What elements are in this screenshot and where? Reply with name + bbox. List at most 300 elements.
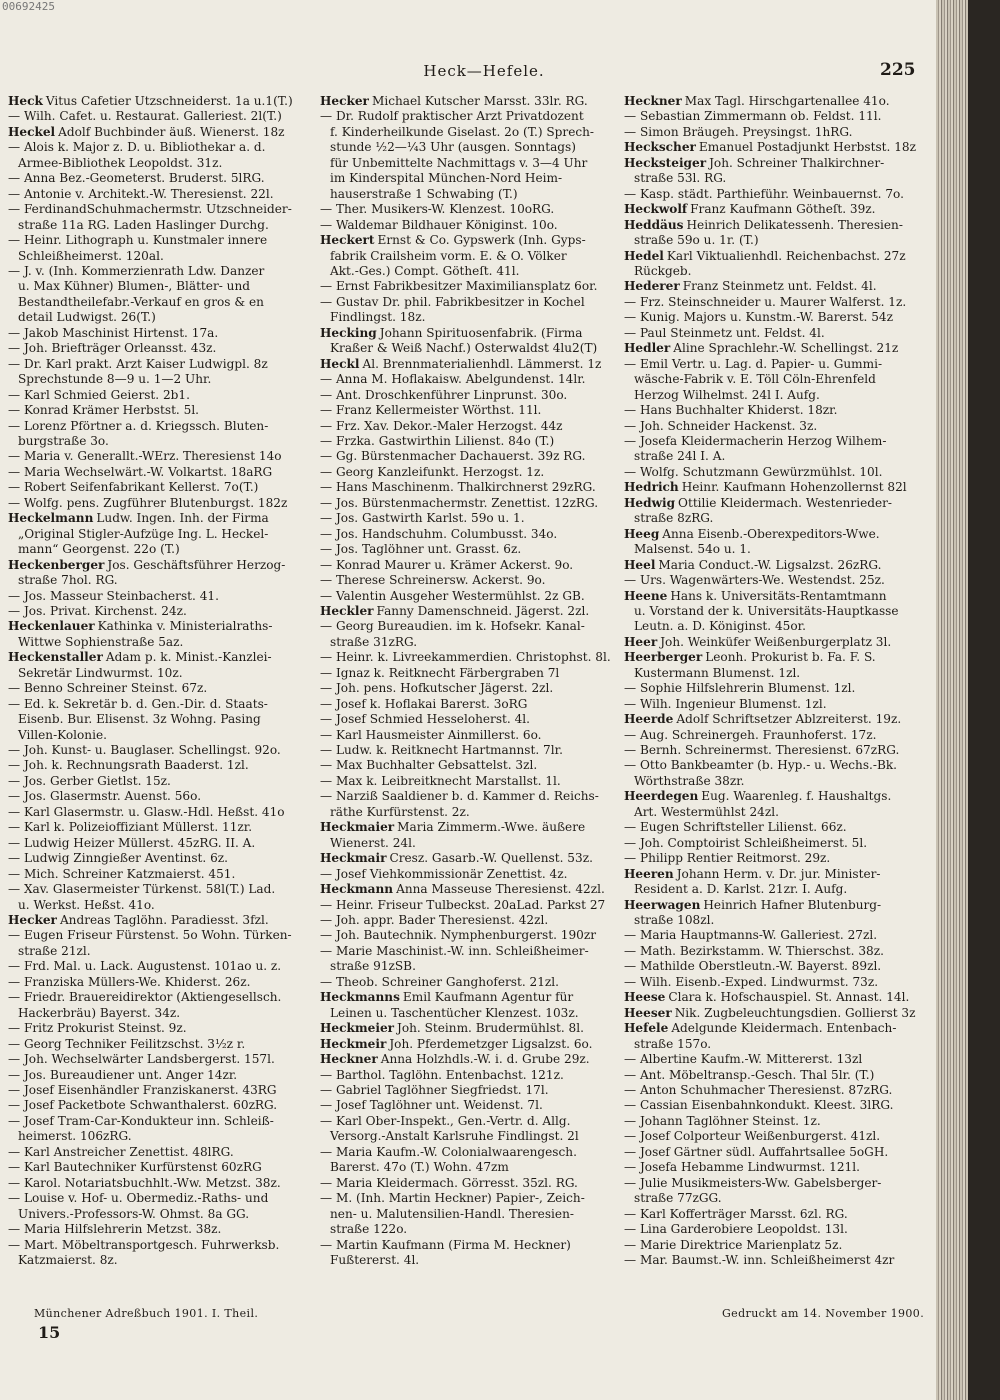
entry-text: straße 7hol. RG. bbox=[18, 573, 118, 588]
entry-heading-line bbox=[624, 1021, 928, 1036]
entry-text: straße 59o u. 1r. (T.) bbox=[634, 233, 759, 248]
entry-text: — Jos. Handschuhm. Columbusst. 34o. bbox=[320, 526, 558, 541]
entry-line bbox=[320, 728, 624, 743]
entry-text: Ottilie Kleidermach. Westenrieder- bbox=[678, 495, 893, 510]
entry-text: — Urs. Wagenwärters-We. Westendst. 25z. bbox=[624, 573, 885, 588]
column-1 bbox=[8, 94, 312, 1300]
entry-line bbox=[320, 789, 624, 804]
entry-text: hauserstraße 1 Schwabing (T.) bbox=[330, 186, 518, 201]
entry-heading-line bbox=[624, 558, 928, 573]
entry-text: Michael Kutscher Marsst. 33lr. RG. bbox=[371, 94, 588, 108]
entry-text: Adolf Buchbinder äuß. Wienerst. 18z bbox=[58, 124, 285, 139]
entry-text: Adam p. k. Minist.-Kanzlei- bbox=[105, 650, 272, 665]
entry-continuation bbox=[8, 1253, 312, 1268]
entry-text: — Franziska Müllers-We. Khiderst. 26z. bbox=[8, 974, 251, 989]
entry-text: — Karl k. Polizeioffiziant Müllerst. 11zr. bbox=[8, 820, 253, 835]
entry-heading-line bbox=[624, 249, 928, 264]
entry-text: straße 157o. bbox=[634, 1036, 712, 1051]
entry-text: Leutn. a. D. Königinst. 45or. bbox=[634, 619, 806, 634]
entry-line bbox=[8, 357, 312, 372]
entry-text: Adelgunde Kleidermach. Entenbach- bbox=[671, 1021, 897, 1036]
entry-continuation bbox=[320, 171, 624, 186]
entry-text: burgstraße 3o. bbox=[18, 433, 109, 448]
entry-continuation bbox=[320, 1222, 624, 1237]
entry-line bbox=[320, 743, 624, 758]
entry-line bbox=[624, 1222, 928, 1237]
entry-continuation bbox=[320, 156, 624, 171]
entry-line bbox=[624, 944, 928, 959]
entry-continuation bbox=[624, 913, 928, 928]
entry-continuation bbox=[8, 728, 312, 743]
surname-heading: Hecksteiger bbox=[624, 155, 707, 170]
entry-line bbox=[320, 527, 624, 542]
entry-line bbox=[320, 1176, 624, 1191]
entry-text: — Theob. Schreiner Ganghoferst. 21zl. bbox=[320, 974, 559, 989]
entry-text: — Ant. Droschkenführer Linprunst. 30o. bbox=[320, 387, 568, 402]
entry-text: Findlingst. 18z. bbox=[330, 310, 426, 325]
entry-text: Schleißheimerst. 120al. bbox=[18, 248, 164, 263]
entry-text: — J. v. (Inh. Kommerzienrath Ldw. Danzer bbox=[8, 263, 265, 278]
scan-id: 00692425 bbox=[2, 0, 55, 13]
entry-text: — Maria Hilfslehrerin Metzst. 38z. bbox=[8, 1222, 222, 1237]
entry-line bbox=[8, 1037, 312, 1052]
entry-line bbox=[8, 449, 312, 464]
entry-text: — Philipp Rentier Reitmorst. 29z. bbox=[624, 851, 831, 866]
entry-line bbox=[320, 419, 624, 434]
entry-text: — Josefa Hebamme Lindwurmst. 121l. bbox=[624, 1160, 860, 1175]
entry-line bbox=[8, 1068, 312, 1083]
surname-heading: Heckmanns bbox=[320, 990, 400, 1005]
entry-continuation bbox=[624, 542, 928, 557]
entry-text: Anna Holzhdls.-W. i. d. Grube 29z. bbox=[380, 1052, 590, 1067]
entry-text: Hackerbräu) Bayerst. 34z. bbox=[18, 1005, 181, 1020]
entry-text: Art. Westermühlst 24zl. bbox=[634, 804, 779, 819]
entry-text: — Sophie Hilfslehrerin Blumenst. 1zl. bbox=[624, 681, 856, 696]
entry-text: Villen-Kolonie. bbox=[18, 727, 107, 742]
entry-text: — Otto Bankbeamter (b. Hyp.- u. Wechs.-Bk. bbox=[624, 758, 898, 773]
entry-line bbox=[320, 558, 624, 573]
entry-continuation bbox=[624, 1037, 928, 1052]
entry-line bbox=[320, 372, 624, 387]
entry-text: — Josef k. Hoflakai Barerst. 3oRG bbox=[320, 696, 528, 711]
entry-text: Versorg.-Anstalt Karlsruhe Findlingst. 2l bbox=[330, 1129, 579, 1144]
entry-line bbox=[624, 743, 928, 758]
entry-line bbox=[320, 944, 624, 959]
entry-continuation bbox=[320, 187, 624, 202]
entry-continuation bbox=[320, 635, 624, 650]
surname-heading: Heer bbox=[624, 634, 658, 649]
entry-line bbox=[320, 202, 624, 217]
entry-line bbox=[320, 434, 624, 449]
entry-text: — Georg Techniker Feilitzschst. 3½z r. bbox=[8, 1036, 246, 1051]
surname-heading: Heckmair bbox=[320, 851, 387, 866]
surname-heading: Heeren bbox=[624, 866, 674, 881]
entry-continuation bbox=[624, 388, 928, 403]
surname-heading: Heckelmann bbox=[8, 511, 94, 526]
surname-heading: Heckenberger bbox=[8, 557, 105, 572]
entry-text: — Joh. appr. Bader Theresienst. 42zl. bbox=[320, 913, 549, 928]
entry-text: heimerst. 106zRG. bbox=[18, 1129, 132, 1144]
entry-text: Al. Brennmaterialienhdl. Lämmerst. 1z bbox=[362, 356, 602, 371]
surname-heading: Heckwolf bbox=[624, 202, 688, 217]
entry-text: — Waldemar Bildhauer Königinst. 10o. bbox=[320, 217, 558, 232]
entry-continuation bbox=[320, 1129, 624, 1144]
entry-line bbox=[624, 1145, 928, 1160]
entry-continuation bbox=[624, 372, 928, 387]
entry-text: Kathinka v. Ministerialraths- bbox=[97, 619, 273, 634]
entry-text: f. Kinderheilkunde Giselast. 2o (T.) Sprech- bbox=[330, 124, 595, 139]
entry-heading-line bbox=[624, 279, 928, 294]
entry-text: — Cassian Eisenbahnkondukt. Kleest. 3lRG. bbox=[624, 1098, 894, 1113]
entry-text: Heinrich Hafner Blutenburg- bbox=[703, 897, 882, 912]
entry-text: — Marie Maschinist.-W. inn. Schleißheimer- bbox=[320, 943, 589, 958]
entry-continuation bbox=[624, 171, 928, 186]
entry-text: straße 24l I. A. bbox=[634, 449, 726, 464]
entry-line bbox=[320, 511, 624, 526]
entry-continuation bbox=[8, 527, 312, 542]
entry-line bbox=[320, 218, 624, 233]
surname-heading: Hecker bbox=[320, 94, 369, 108]
entry-text: — Josef Schmied Hesseloherst. 4l. bbox=[320, 712, 530, 727]
entry-text: — Fritz Prokurist Steinst. 9z. bbox=[8, 1021, 187, 1036]
entry-line bbox=[320, 465, 624, 480]
entry-heading-line bbox=[624, 789, 928, 804]
entry-line bbox=[624, 851, 928, 866]
entry-heading-line bbox=[320, 990, 624, 1005]
entry-text: — Mar. Baumst.-W. inn. Schleißheimerst 4zr bbox=[624, 1252, 895, 1267]
entry-text: Heinrich Delikatessenh. Theresien- bbox=[686, 217, 903, 232]
entry-text: — Josef Tram-Car-Kondukteur inn. Schleiß- bbox=[8, 1113, 274, 1128]
entry-text: straße 108zl. bbox=[634, 913, 715, 928]
entry-continuation bbox=[624, 604, 928, 619]
entry-text: — Karl Anstreicher Zenettist. 48lRG. bbox=[8, 1144, 234, 1159]
entry-text: — Frd. Mal. u. Lack. Augustenst. 101ao u. z. bbox=[8, 959, 282, 974]
entry-continuation bbox=[624, 264, 928, 279]
entry-text: — Friedr. Brauereidirektor (Aktiengesellsch. bbox=[8, 990, 282, 1005]
entry-line bbox=[8, 1238, 312, 1253]
entry-line bbox=[624, 681, 928, 696]
entry-text: Sprechstunde 8—9 u. 1—2 Uhr. bbox=[18, 372, 212, 387]
entry-line bbox=[624, 187, 928, 202]
entry-text: — Ignaz k. Reitknecht Färbergraben 7l bbox=[320, 665, 560, 680]
entry-text: Eug. Waarenleg. f. Haushaltgs. bbox=[701, 789, 892, 804]
entry-continuation bbox=[320, 341, 624, 356]
surname-heading: Heese bbox=[624, 990, 666, 1005]
entry-text: — Lina Garderobiere Leopoldst. 13l. bbox=[624, 1222, 848, 1237]
entry-text: — Gustav Dr. phil. Fabrikbesitzer in Kochel bbox=[320, 294, 585, 309]
entry-text: — Georg Kanzleifunkt. Herzogst. 1z. bbox=[320, 464, 545, 479]
entry-continuation bbox=[320, 125, 624, 140]
entry-continuation bbox=[624, 666, 928, 681]
entry-continuation bbox=[624, 1191, 928, 1206]
entry-line bbox=[624, 1160, 928, 1175]
entry-text: — Paul Steinmetz unt. Feldst. 4l. bbox=[624, 325, 825, 340]
entry-heading-line bbox=[8, 913, 312, 928]
entry-text: Resident a. D. Karlst. 21zr. I. Aufg. bbox=[634, 882, 848, 897]
surname-heading: Heckscher bbox=[624, 140, 696, 155]
entry-line bbox=[8, 1052, 312, 1067]
entry-heading-line bbox=[624, 712, 928, 727]
entry-text: — Josef Colporteur Weißenburgerst. 41zl. bbox=[624, 1129, 881, 1144]
entry-text: — Sebastian Zimmermann ob. Feldst. 11l. bbox=[624, 109, 882, 124]
signature-mark: 15 bbox=[38, 1323, 61, 1342]
entry-line bbox=[624, 357, 928, 372]
entry-line bbox=[8, 480, 312, 495]
entry-line bbox=[624, 310, 928, 325]
surname-heading: Heckler bbox=[320, 603, 374, 618]
entry-text: Joh. Schreiner Thalkirchner- bbox=[709, 155, 885, 170]
entry-line bbox=[624, 434, 928, 449]
entry-heading-line bbox=[624, 990, 928, 1005]
entry-text: Eisenb. Bur. Elisenst. 3z Wohng. Pasing bbox=[18, 712, 261, 727]
entry-continuation bbox=[8, 573, 312, 588]
entry-text: — Albertine Kaufm.-W. Mittererst. 13zl bbox=[624, 1052, 863, 1067]
entry-heading-line bbox=[624, 218, 928, 233]
surname-heading: Heckenlauer bbox=[8, 619, 95, 634]
entry-heading-line bbox=[624, 156, 928, 171]
entry-line bbox=[320, 650, 624, 665]
entry-text: Joh. Pferdemetzger Ligsalzst. 6o. bbox=[389, 1036, 593, 1051]
entry-text: Rückgeb. bbox=[634, 263, 692, 278]
entry-text: — Kasp. städt. Parthieführ. Weinbauernst. 7o. bbox=[624, 186, 904, 201]
entry-continuation bbox=[8, 542, 312, 557]
entry-continuation bbox=[8, 1129, 312, 1144]
surname-heading: Heerde bbox=[624, 712, 674, 727]
entry-line bbox=[8, 928, 312, 943]
entry-heading-line bbox=[320, 882, 624, 897]
entry-text: — Wilh. Ingenieur Blumenst. 1zl. bbox=[624, 696, 827, 711]
entry-continuation bbox=[8, 1207, 312, 1222]
entry-text: Aline Sprachlehr.-W. Schellingst. 21z bbox=[673, 341, 899, 356]
entry-text: Wörthstraße 38zr. bbox=[634, 773, 745, 788]
surname-heading: Heerwagen bbox=[624, 897, 701, 912]
entry-text: — Bernh. Schreinermst. Theresienst. 67zRG. bbox=[624, 743, 900, 758]
entry-heading-line bbox=[320, 851, 624, 866]
entry-text: — Wilh. Cafet. u. Restaurat. Galleriest. 2l(T.) bbox=[8, 109, 282, 124]
entry-heading-line bbox=[624, 635, 928, 650]
entry-text: — Frzka. Gastwirthin Lilienst. 84o (T.) bbox=[320, 433, 555, 448]
entry-text: — Hans Maschinenm. Thalkirchnerst 29zRG. bbox=[320, 480, 596, 495]
entry-line bbox=[624, 758, 928, 773]
entry-text: Franz Steinmetz unt. Feldst. 4l. bbox=[682, 279, 877, 294]
entry-text: — Louise v. Hof- u. Obermediz.-Raths- und bbox=[8, 1191, 269, 1206]
entry-continuation bbox=[8, 666, 312, 681]
surname-heading: Heeg bbox=[624, 526, 660, 541]
entry-text: Herzog Wilhelmst. 24l I. Aufg. bbox=[634, 387, 820, 402]
entry-line bbox=[624, 573, 928, 588]
entry-text: — Barthol. Taglöhn. Entenbachst. 121z. bbox=[320, 1067, 564, 1082]
entry-line bbox=[8, 836, 312, 851]
surname-heading: Heckenstaller bbox=[8, 650, 103, 665]
entry-line bbox=[320, 1083, 624, 1098]
entry-text: — Maria Kaufm.-W. Colonialwaarengesch. bbox=[320, 1144, 577, 1159]
entry-text: — Konrad Maurer u. Krämer Ackerst. 9o. bbox=[320, 557, 574, 572]
entry-text: — Jakob Maschinist Hirtenst. 17a. bbox=[8, 325, 219, 340]
entry-line bbox=[8, 589, 312, 604]
entry-text: Hans k. Universitäts-Rentamtmann bbox=[670, 588, 887, 603]
entry-continuation bbox=[320, 959, 624, 974]
entry-text: — Konrad Krämer Herbstst. 5l. bbox=[8, 403, 200, 418]
entry-line bbox=[8, 959, 312, 974]
entry-text: — Joh. k. Rechnungsrath Baaderst. 1zl. bbox=[8, 758, 249, 773]
entry-text: — Eugen Schriftsteller Lilienst. 66z. bbox=[624, 820, 847, 835]
entry-heading-line bbox=[320, 604, 624, 619]
entry-text: Jos. Geschäftsführer Herzog- bbox=[107, 557, 286, 572]
entry-text: straße 91zSB. bbox=[330, 959, 416, 974]
entry-line bbox=[624, 697, 928, 712]
entry-text: — Jos. Gastwirth Karlst. 59o u. 1. bbox=[320, 511, 525, 526]
entry-line bbox=[320, 496, 624, 511]
entry-heading-line bbox=[624, 94, 928, 109]
entry-line bbox=[8, 171, 312, 186]
entry-text: — Karl Ober-Inspekt., Gen.-Vertr. d. Allg. bbox=[320, 1113, 571, 1128]
entry-line bbox=[320, 758, 624, 773]
entry-text: Katzmaierst. 8z. bbox=[18, 1252, 118, 1267]
surname-heading: Heckmeir bbox=[320, 1036, 387, 1051]
entry-text: — Jos. Masseur Steinbacherst. 41. bbox=[8, 588, 219, 603]
entry-text: nen- u. Malutensilien-Handl. Theresien- bbox=[330, 1206, 574, 1221]
entry-line bbox=[624, 1114, 928, 1129]
entry-text: — Jos. Privat. Kirchenst. 24z. bbox=[8, 603, 187, 618]
entry-text: — Josef Packetbote Schwanthalerst. 60zRG. bbox=[8, 1098, 278, 1113]
entry-continuation bbox=[320, 140, 624, 155]
entry-text: — Joh. Wechselwärter Landsbergerst. 157l. bbox=[8, 1052, 275, 1067]
entry-heading-line bbox=[8, 558, 312, 573]
entry-text: — Kunig. Majors u. Kunstm.-W. Barerst. 54z bbox=[624, 310, 894, 325]
entry-line bbox=[320, 697, 624, 712]
entry-text: im Kinderspital München-Nord Heim- bbox=[330, 171, 563, 186]
entry-text: Univers.-Professors-W. Ohmst. 8a GG. bbox=[18, 1206, 250, 1221]
entry-line bbox=[320, 928, 624, 943]
entry-text: Vitus Cafetier Utzschneiderst. 1a u.1(T.) bbox=[45, 94, 293, 108]
entry-text: Fanny Damenschneid. Jägerst. 2zl. bbox=[376, 603, 590, 618]
entry-line bbox=[624, 326, 928, 341]
entry-heading-line bbox=[624, 867, 928, 882]
entry-line bbox=[8, 990, 312, 1005]
entry-text: Wienerst. 24l. bbox=[330, 835, 416, 850]
entry-line bbox=[8, 233, 312, 248]
entry-continuation bbox=[8, 218, 312, 233]
entry-line bbox=[624, 1068, 928, 1083]
entry-text: — Joh. Bautechnik. Nymphenburgerst. 190zr bbox=[320, 928, 597, 943]
entry-text: — Wilh. Eisenb.-Exped. Lindwurmst. 73z. bbox=[624, 974, 879, 989]
surname-heading: Hecking bbox=[320, 325, 377, 340]
surname-heading: Hedel bbox=[624, 248, 664, 263]
entry-text: — Dr. Karl prakt. Arzt Kaiser Ludwigpl. 8z bbox=[8, 356, 268, 371]
entry-line bbox=[8, 604, 312, 619]
entry-text: — Josef Eisenhändler Franziskanerst. 43RG bbox=[8, 1083, 277, 1097]
entry-line bbox=[8, 758, 312, 773]
entry-text: Anna Eisenb.-Oberexpeditors-Wwe. bbox=[662, 526, 880, 541]
entry-text: — Mich. Schreiner Katzmaierst. 451. bbox=[8, 866, 236, 881]
entry-text: Maria Conduct.-W. Ligsalzst. 26zRG. bbox=[658, 557, 882, 572]
entry-text: — Jos. Taglöhner unt. Grasst. 6z. bbox=[320, 542, 522, 557]
entry-line bbox=[624, 295, 928, 310]
entry-heading-line bbox=[320, 326, 624, 341]
entry-line bbox=[624, 959, 928, 974]
entry-heading-line bbox=[320, 1052, 624, 1067]
entry-text: Bestandtheilefabr.-Verkauf en gros & en bbox=[18, 294, 264, 309]
entry-line bbox=[320, 1145, 624, 1160]
entry-text: Cresz. Gasarb.-W. Quellenst. 53z. bbox=[389, 851, 593, 866]
entry-line bbox=[320, 666, 624, 681]
entry-line bbox=[320, 449, 624, 464]
entry-text: — Mart. Möbeltransportgesch. Fuhrwerksb. bbox=[8, 1237, 280, 1252]
entry-continuation bbox=[320, 836, 624, 851]
entry-text: fabrik Crailsheim vorm. E. & O. Völker bbox=[330, 248, 567, 263]
entry-text: — Franz Kellermeister Wörthst. 11l. bbox=[320, 403, 542, 418]
entry-continuation bbox=[624, 619, 928, 634]
entry-line bbox=[8, 109, 312, 124]
entry-text: — Martin Kaufmann (Firma M. Heckner) bbox=[320, 1237, 571, 1252]
entry-continuation bbox=[320, 805, 624, 820]
entry-text: — Hans Buchhalter Khiderst. 18zr. bbox=[624, 403, 838, 418]
entry-text: — Valentin Ausgeher Westermühlst. 2z GB. bbox=[320, 588, 585, 603]
entry-line bbox=[8, 1083, 312, 1098]
entry-line bbox=[320, 898, 624, 913]
entry-line bbox=[320, 1238, 624, 1253]
entry-heading-line bbox=[8, 619, 312, 634]
entry-line bbox=[624, 928, 928, 943]
entry-text: — M. (Inh. Martin Heckner) Papier-, Zeich- bbox=[320, 1191, 585, 1206]
entry-line bbox=[8, 681, 312, 696]
entry-line bbox=[624, 975, 928, 990]
entry-text: — Johann Taglöhner Steinst. 1z. bbox=[624, 1113, 821, 1128]
entry-heading-line bbox=[624, 650, 928, 665]
entry-text: — Max Buchhalter Gebsattelst. 3zl. bbox=[320, 758, 538, 773]
entry-text: — Heinr. Friseur Tulbeckst. 20aLad. Parkst 27 bbox=[320, 897, 606, 912]
surname-heading: Hedler bbox=[624, 341, 671, 356]
entry-line bbox=[320, 913, 624, 928]
entry-text: Karl Viktualienhdl. Reichenbachst. 27z bbox=[666, 248, 906, 263]
entry-line bbox=[320, 1098, 624, 1113]
surname-heading: Heckner bbox=[624, 94, 682, 108]
entry-text: — Jos. Bürstenmachermstr. Zenettist. 12zRG. bbox=[320, 495, 599, 510]
entry-line bbox=[8, 388, 312, 403]
footer-print-date: Gedruckt am 14. November 1900. bbox=[722, 1307, 925, 1320]
entry-text: — Josef Gärtner südl. Auffahrtsallee 5oGH. bbox=[624, 1144, 889, 1159]
entry-continuation bbox=[8, 635, 312, 650]
entry-continuation bbox=[320, 1006, 624, 1021]
entry-heading-line bbox=[624, 140, 928, 155]
entry-continuation bbox=[320, 310, 624, 325]
entry-line bbox=[8, 419, 312, 434]
entry-continuation bbox=[624, 774, 928, 789]
entry-text: — Julie Musikmeisters-Ww. Gabelsberger- bbox=[624, 1175, 882, 1190]
entry-line bbox=[320, 480, 624, 495]
entry-line bbox=[624, 403, 928, 418]
entry-line bbox=[8, 1191, 312, 1206]
entry-text: — Joh. Comptoirist Schleißheimerst. 5l. bbox=[624, 835, 868, 850]
entry-text: — Math. Bezirkstamm. W. Thierschst. 38z. bbox=[624, 943, 884, 958]
entry-text: — Eugen Friseur Fürstenst. 5o Wohn. Türken- bbox=[8, 928, 292, 943]
entry-text: — Ludw. k. Reitknecht Hartmannst. 7lr. bbox=[320, 743, 563, 758]
entry-text: — Jos. Bureaudiener unt. Anger 14zr. bbox=[8, 1067, 238, 1082]
entry-text: — Alois k. Major z. D. u. Bibliothekar a. d. bbox=[8, 140, 266, 155]
entry-line bbox=[8, 697, 312, 712]
entry-text: u. Werkst. Heßst. 41o. bbox=[18, 897, 155, 912]
entry-continuation bbox=[8, 310, 312, 325]
surname-heading: Heckmaier bbox=[320, 820, 395, 835]
entry-text: — Josef Viehkommissionär Zenettist. 4z. bbox=[320, 866, 568, 881]
entry-text: Leinen u. Taschentücher Klenzest. 103z. bbox=[330, 1005, 579, 1020]
entry-text: Johann Herm. v. Dr. jur. Minister- bbox=[676, 866, 881, 881]
entry-text: Joh. Weinküfer Weißenburgerplatz 3l. bbox=[660, 634, 892, 649]
entry-text: — Aug. Schreinergeh. Fraunhoferst. 17z. bbox=[624, 727, 877, 742]
entry-line bbox=[8, 867, 312, 882]
entry-line bbox=[320, 542, 624, 557]
entry-line bbox=[8, 496, 312, 511]
